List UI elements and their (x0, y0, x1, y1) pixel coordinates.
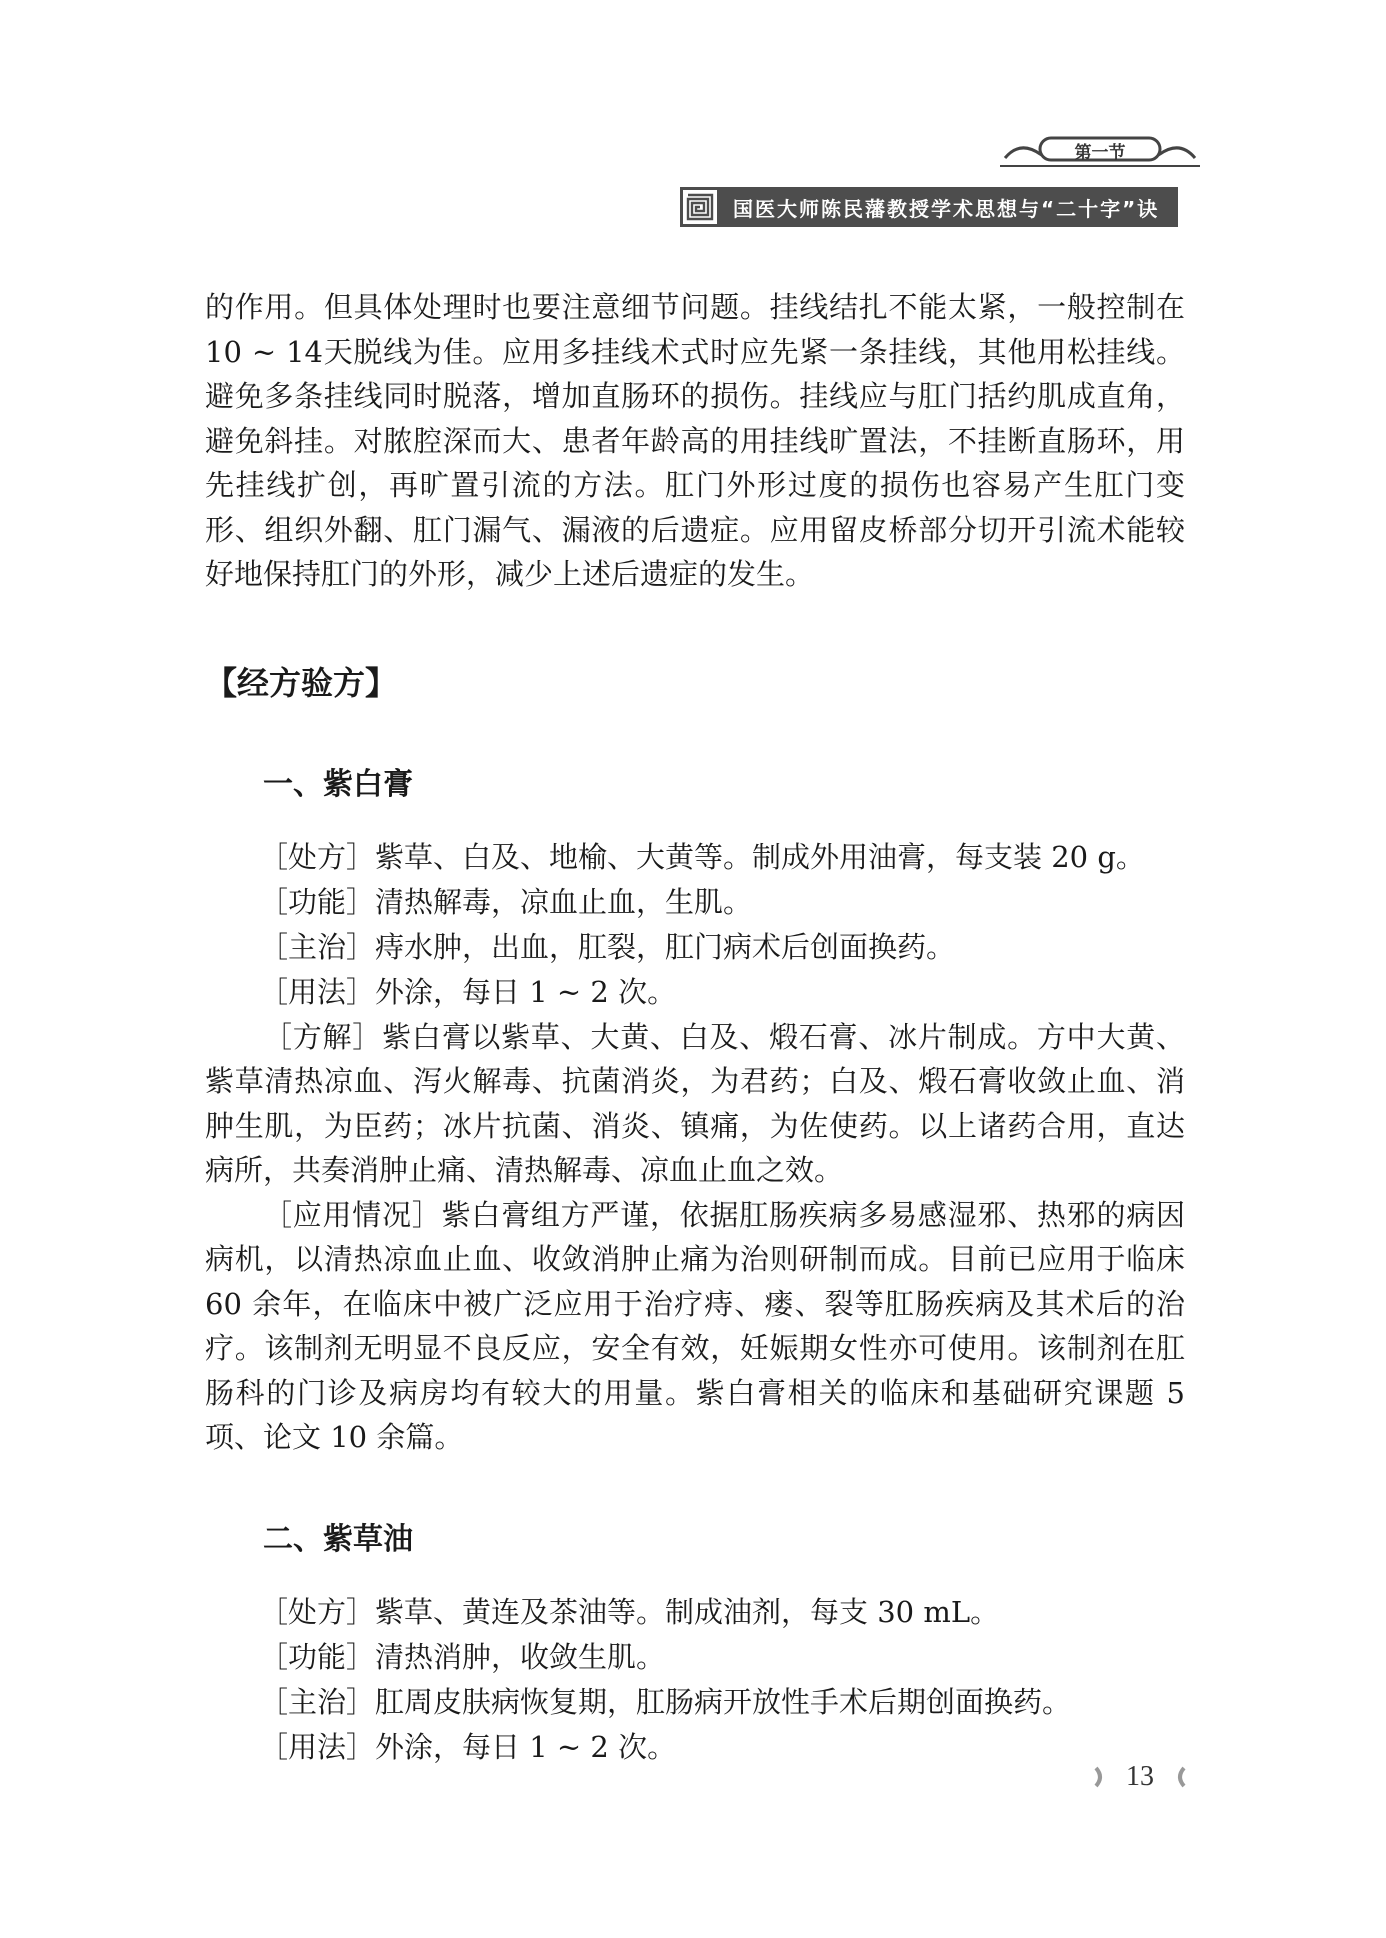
formula1-application: ［应用情况］紫白膏组方严谨，依据肛肠疾病多易感湿邪、热邪的病因病机，以清热凉血止血、收敛消肿止痛为治则研制而成。目前已应用于临床 60 余年，在临床中被广泛应用于治疗痔、瘘、裂等肛肠疾病及其术后的治疗。该制剂无明显不良反应，安全有效，妊娠期女性亦可使用。该制剂在肛肠科的门诊及病房均有较大的用量。紫白膏相关的临床和基础研究课题 5 项、论文 10 余篇。 (205, 1197, 1185, 1454)
intro-paragraph: 的作用。但具体处理时也要注意细节问题。挂线结扎不能太紧，一般控制在10 ~ 14天脱线为佳。应用多挂线术式时应先紧一条挂线，其他用松挂线。避免多条挂线同时脱落，增加直肠环的损伤。挂线应与肛门括约肌成直角，避免斜挂。对脓腔深而大、患者年龄高的用挂线旷置法，不挂断直肠环，用先挂线扩创，再旷置引流的方法。肛门外形过度的损伤也容易产生肛门变形、组织外翻、肛门漏气、漏液的后遗症。应用留皮桥部分切开引流术能较好地保持肛门的外形，减少上述后遗症的发生。 (205, 290, 1185, 591)
page-content (205, 285, 1185, 1770)
formula1-title: 一、紫白膏 (263, 766, 413, 802)
page-footer (1090, 1760, 1190, 1794)
section-label: 第一节 (1074, 142, 1126, 163)
page-number: 13 (1126, 1761, 1154, 1792)
formula1-prescription: ［处方］紫草、白及、地榆、大黄等。制成外用油膏，每支装 20 g。 (259, 839, 1145, 874)
formula2-function: ［功能］清热消肿，收敛生肌。 (259, 1639, 666, 1674)
running-header (680, 187, 1178, 227)
formula2-title: 二、紫草油 (263, 1521, 413, 1557)
section-heading: 【经方验方】 (205, 663, 398, 702)
formula2-prescription: ［处方］紫草、黄连及茶油等。制成油剂，每支 30 mL。 (259, 1594, 1000, 1629)
formula1-explanation: ［方解］紫白膏以紫草、大黄、白及、煅石膏、冰片制成。方中大黄、紫草清热凉血、泻火解毒、抗菌消炎，为君药；白及、煅石膏收敛止血、消肿生肌，为臣药；冰片抗菌、消炎、镇痛，为佐使药。以上诸药合用，直达病所，共奏消肿止痛、清热解毒、凉血止血之效。 (205, 1019, 1185, 1187)
header-title: 国医大师陈民藩教授学术思想与“二十字”诀 (733, 196, 1160, 221)
formula1-usage: ［用法］外涂，每日 1 ~ 2 次。 (259, 974, 677, 1009)
formula2-indication: ［主治］肛周皮肤病恢复期，肛肠病开放性手术后期创面换药。 (259, 1684, 1072, 1719)
square-spiral-icon (683, 190, 717, 224)
formula1-function: ［功能］清热解毒，凉血止血，生肌。 (259, 884, 753, 919)
formula2-usage: ［用法］外涂，每日 1 ~ 2 次。 (259, 1729, 677, 1764)
formula1-indication: ［主治］痔水肿，出血，肛裂，肛门病术后创面换药。 (259, 929, 956, 964)
